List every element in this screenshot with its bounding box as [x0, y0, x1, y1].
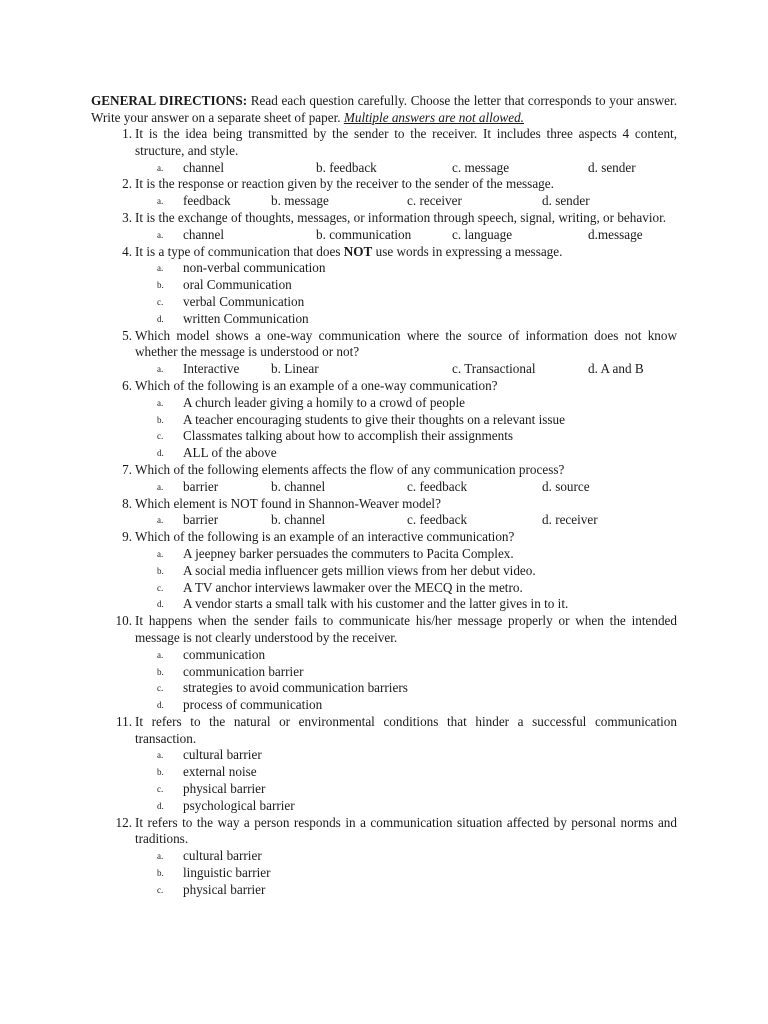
option-letter: a. [157, 196, 164, 207]
question-4 [91, 244, 677, 261]
option-item [91, 697, 677, 714]
option-letter: d. [157, 313, 164, 324]
option-letter: a. [157, 851, 164, 862]
option-text: process of communication [183, 697, 323, 713]
option-letter: a. [157, 263, 164, 274]
option-text: d. sender [542, 193, 590, 209]
option-text: feedback [183, 193, 231, 209]
question-text: It happens when the sender fails to communicate his/her message properly or when the intended message is not clearly understood by the receiver. [135, 613, 677, 645]
option-text: cultural barrier [183, 747, 262, 763]
option-text: b. channel [271, 478, 326, 494]
question-number: 4. [122, 243, 132, 259]
option-text: d. receiver [542, 512, 598, 528]
option-text: channel [183, 159, 225, 175]
option-text: communication barrier [183, 663, 304, 679]
option-text: psychological barrier [183, 797, 295, 813]
question-text: It is the exchange of thoughts, messages, or information through speech, signal, writing, or behavior. [135, 209, 667, 225]
option-text: b. channel [271, 512, 326, 528]
question-10 [91, 613, 677, 647]
question-2 [91, 176, 677, 193]
option-letter: a. [157, 481, 164, 492]
option-letter: b. [157, 414, 164, 425]
question-6 [91, 378, 677, 395]
question-number: 5. [122, 327, 132, 343]
options-row [91, 479, 677, 496]
directions-heading: GENERAL DIRECTIONS: [91, 93, 248, 108]
directions-text: Read each question carefully. Choose the letter that corresponds to your answer. Write your answer on a separate sheet of paper. [91, 93, 677, 125]
option-text: verbal Communication [183, 293, 305, 309]
question-number: 1. [122, 126, 132, 141]
question-text: Which of the following is an example of a one-way communication? [135, 377, 498, 393]
option-item [91, 647, 677, 664]
option-letter: b. [157, 666, 164, 677]
directions-rule: Multiple answers are not allowed. [343, 110, 524, 125]
option-item [91, 260, 677, 277]
option-text: cultural barrier [183, 848, 262, 864]
question-text: It is a type of communication that does NOT use words in expressing a message. [135, 243, 563, 259]
question-3 [91, 210, 677, 227]
general-directions [91, 92, 677, 126]
question-text: It is the response or reaction given by the receiver to the sender of the message. [135, 176, 554, 192]
option-letter: c. [157, 784, 164, 795]
option-letter: c. [157, 431, 164, 442]
question-text: Which element is NOT found in Shannon-Weaver model? [135, 495, 441, 511]
options-row [91, 160, 677, 177]
option-text: oral Communication [183, 277, 292, 293]
question-number: 2. [122, 176, 132, 192]
option-text: A teacher encouraging students to give their thoughts on a relevant issue [183, 411, 565, 427]
option-item [91, 781, 677, 798]
option-letter: a. [157, 397, 164, 408]
option-letter: d. [157, 448, 164, 459]
option-text: physical barrier [183, 781, 266, 797]
option-letter: b. [157, 565, 164, 576]
options-row [91, 361, 677, 378]
question-number: 3. [122, 209, 132, 225]
option-text: d.message [588, 226, 643, 242]
option-text: c. feedback [407, 512, 468, 528]
option-item [91, 680, 677, 697]
option-letter: a. [157, 649, 164, 660]
option-item [91, 580, 677, 597]
option-letter: a. [157, 162, 164, 173]
option-letter: c. [157, 884, 164, 895]
question-text: Which of the following is an example of an interactive communication? [135, 529, 515, 545]
option-item [91, 277, 677, 294]
question-text: Which of the following elements affects the flow of any communication process? [135, 461, 565, 477]
option-letter: a. [157, 548, 164, 559]
option-letter: c. [157, 296, 164, 307]
option-letter: a. [157, 364, 164, 375]
option-item [91, 865, 677, 882]
option-text: Interactive [183, 361, 240, 377]
option-text: A jeepney barker persuades the commuters to Pacita Complex. [183, 545, 514, 561]
option-item [91, 664, 677, 681]
option-text: d. source [542, 478, 590, 494]
option-item [91, 848, 677, 865]
question-number: 8. [122, 495, 132, 511]
option-text: c. message [452, 159, 510, 175]
option-text: Classmates talking about how to accomplish their assignments [183, 428, 514, 444]
option-text: strategies to avoid communication barriers [183, 680, 408, 696]
option-item [91, 563, 677, 580]
option-text: b. Linear [271, 361, 319, 377]
question-text: It refers to the natural or environmental conditions that hinder a successful communication transaction. [135, 713, 677, 746]
question-number: 9. [122, 529, 132, 545]
option-text: external noise [183, 764, 257, 780]
options-row [91, 512, 677, 529]
worksheet [91, 92, 677, 899]
option-text: channel [183, 226, 225, 242]
option-text: A church leader giving a homily to a crowd of people [183, 394, 465, 410]
question-text: It is the idea being transmitted by the sender to the receiver. It includes three aspects 4 content, structure, and style. [135, 126, 677, 158]
option-item [91, 546, 677, 563]
question-text: It refers to the way a person responds in a communication situation affected by personal norms and traditions. [135, 814, 677, 847]
option-text: c. Transactional [452, 361, 536, 377]
option-item [91, 798, 677, 815]
option-item [91, 395, 677, 412]
option-letter: c. [157, 582, 164, 593]
option-text: d. sender [588, 159, 636, 175]
option-text: communication [183, 646, 266, 662]
option-text: c. feedback [407, 478, 468, 494]
option-text: barrier [183, 478, 219, 494]
option-item [91, 428, 677, 445]
option-text: c. language [452, 226, 513, 242]
question-number: 10. [115, 613, 132, 629]
option-text: A TV anchor interviews lawmaker over the MECQ in the metro. [183, 579, 523, 595]
option-item [91, 596, 677, 613]
option-text: b. message [271, 193, 329, 209]
option-text: b. communication [316, 226, 412, 242]
option-text: physical barrier [183, 881, 266, 897]
option-text: A social media influencer gets million views from her debut video. [183, 562, 536, 578]
option-letter: a. [157, 750, 164, 761]
option-letter: d. [157, 599, 164, 610]
option-text: c. receiver [407, 193, 462, 209]
option-item [91, 311, 677, 328]
option-letter: b. [157, 280, 164, 291]
option-text: A vendor starts a small talk with his customer and the latter gives in to it. [183, 596, 569, 612]
options-row [91, 227, 677, 244]
option-text: ALL of the above [183, 445, 277, 461]
question-7 [91, 462, 677, 479]
option-item [91, 747, 677, 764]
question-number: 7. [122, 461, 132, 477]
question-number: 6. [122, 377, 132, 393]
option-letter: b. [157, 767, 164, 778]
option-text: b. feedback [316, 159, 377, 175]
question-number: 12. [115, 814, 132, 830]
option-text: d. A and B [588, 361, 644, 377]
options-row [91, 193, 677, 210]
question-8 [91, 496, 677, 513]
option-letter: b. [157, 868, 164, 879]
option-letter: d. [157, 700, 164, 711]
option-letter: d. [157, 800, 164, 811]
option-text: written Communication [183, 310, 309, 326]
option-letter: c. [157, 683, 164, 694]
option-text: non-verbal communication [183, 260, 326, 276]
option-letter: a. [157, 515, 164, 526]
question-5 [91, 328, 677, 362]
option-item [91, 882, 677, 899]
question-11 [91, 714, 677, 748]
option-letter: a. [157, 229, 164, 240]
question-text: Which model shows a one-way communication where the source of information does not know whether the message is understood or not? [135, 327, 677, 360]
question-12 [91, 815, 677, 849]
question-1 [91, 126, 677, 160]
option-item [91, 294, 677, 311]
option-text: linguistic barrier [183, 865, 271, 881]
question-9 [91, 529, 677, 546]
option-item [91, 445, 677, 462]
option-text: barrier [183, 512, 219, 528]
option-item [91, 412, 677, 429]
question-number: 11. [116, 713, 132, 729]
option-item [91, 764, 677, 781]
